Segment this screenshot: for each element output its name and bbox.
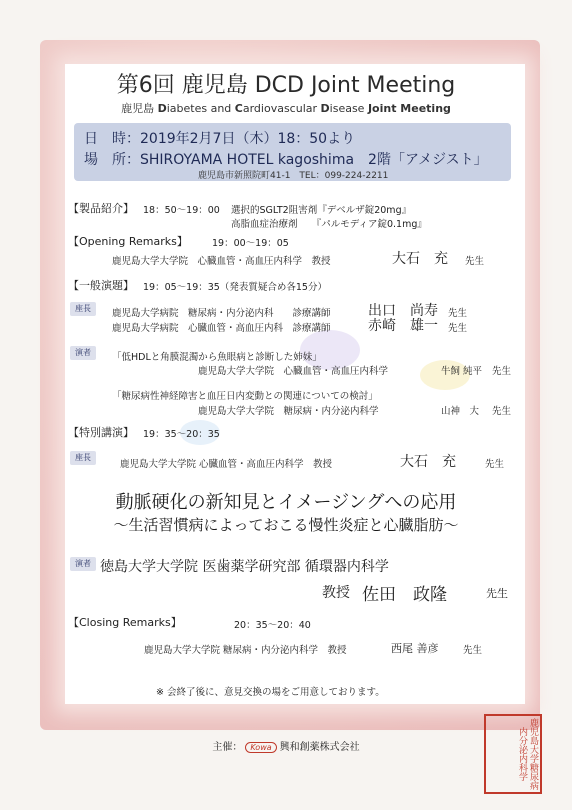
opening-suffix: 先生: [465, 256, 485, 267]
chair-tag: 座長: [70, 302, 96, 316]
opening-name: 大石 充: [392, 251, 448, 267]
chair2-name: 赤崎 雄一: [368, 318, 438, 334]
opening-time: 19：00～19：05: [212, 238, 289, 249]
chair1-suffix: 先生: [448, 308, 468, 319]
talk1-affiliation: 鹿児島大学大学院 心臓血管・高血圧内科学: [198, 366, 389, 377]
special-speaker-title: 教授: [322, 585, 350, 601]
lecture-title: 動脈硬化の新知見とイメージングへの応用: [115, 492, 457, 513]
special-chair-name: 大石 充: [400, 454, 456, 470]
venue-line: 場 所：SHIROYAMA HOTEL kagoshima 2階「アメジスト」: [84, 152, 488, 168]
opening-heading: 【Opening Remarks】: [68, 235, 188, 248]
talk1-speaker-name: 牛飼 純平: [441, 366, 483, 377]
special-speaker-tag: 演者: [70, 557, 96, 571]
talk2-speaker-name: 山神 大: [441, 406, 480, 417]
venue-address: 鹿児島市新照院町41-1 TEL：099-224-2211: [198, 171, 389, 181]
special-speaker-affiliation: 徳島大学大学院 医歯薬学研究部 循環器内科学: [100, 559, 389, 575]
event-title: 第6回 鹿児島 DCD Joint Meeting: [116, 73, 456, 98]
special-speaker-name: 佐田 政隆: [362, 585, 447, 605]
datetime-line: 日 時：2019年2月7日（木）18：50より: [84, 131, 356, 147]
event-subtitle: 鹿児島 Diabetes and Cardiovascular Disease Joint Meeting: [121, 102, 451, 115]
special-chair-tag: 座長: [70, 451, 96, 465]
general-heading: 【一般演題】: [68, 279, 134, 292]
chair2-suffix: 先生: [448, 323, 468, 334]
speaker-tag: 演者: [70, 346, 96, 360]
talk1-title: 「低HDLと角膜混濁から魚眼病と診断した姉妹」: [112, 352, 322, 363]
talk2-title: 「糖尿病性神経障害と血圧日内変動との関連についての検討」: [112, 391, 378, 402]
special-chair-suffix: 先生: [485, 459, 505, 470]
talk1-suffix: 先生: [492, 366, 512, 377]
special-chair-affiliation: 鹿児島大学大学院 心臓血管・高血圧内科学 教授: [120, 459, 333, 470]
talk2-suffix: 先生: [492, 406, 512, 417]
after-meeting-note: ※ 会終了後に、意見交換の場をご用意しております。: [156, 687, 385, 698]
organizer-seal: 鹿児島大学糖尿病内分泌内科学: [484, 714, 542, 794]
lecture-subtitle: ～生活習慣病によっておこる慢性炎症と心臓脂肪～: [113, 516, 459, 534]
closing-suffix: 先生: [463, 645, 483, 656]
special-time: 19：35～20：35: [143, 429, 220, 440]
kowa-logo: Kowa: [245, 742, 276, 753]
closing-heading: 【Closing Remarks】: [68, 616, 182, 629]
general-time: 19：05～19：35（発表質疑合め各15分）: [143, 282, 327, 293]
chair2-affiliation: 鹿児島大学病院 心臓血管・高血圧内科 診療講師: [112, 323, 331, 334]
closing-affiliation: 鹿児島大学大学院 糖尿病・内分泌内科学 教授: [144, 645, 347, 656]
special-speaker-suffix: 先生: [486, 587, 508, 600]
closing-time: 20：35～20：40: [234, 620, 311, 631]
product-intro-time: 18：50～19：00: [143, 205, 220, 216]
opening-affiliation: 鹿児島大学大学院 心臓血管・高血圧内科学 教授: [112, 256, 331, 267]
special-heading: 【特別講演】: [68, 426, 134, 439]
sponsor-line: 主催： Kowa 興和創薬株式会社: [212, 742, 360, 753]
product-intro-line1: 選択的SGLT2阻害剤『デベルザ錠20mg』: [231, 205, 412, 216]
talk2-affiliation: 鹿児島大学大学院 糖尿病・内分泌内科学: [198, 406, 379, 417]
chair1-name: 出口 尚寿: [368, 303, 438, 319]
closing-name: 西尾 善彦: [391, 642, 439, 655]
chair1-affiliation: 鹿児島大学病院 糖尿病・内分泌内科 診療講師: [112, 308, 331, 319]
product-intro-heading: 【製品紹介】: [68, 202, 134, 215]
product-intro-line2: 高脂血症治療剤 『パルモディア錠0.1mg』: [231, 219, 427, 230]
